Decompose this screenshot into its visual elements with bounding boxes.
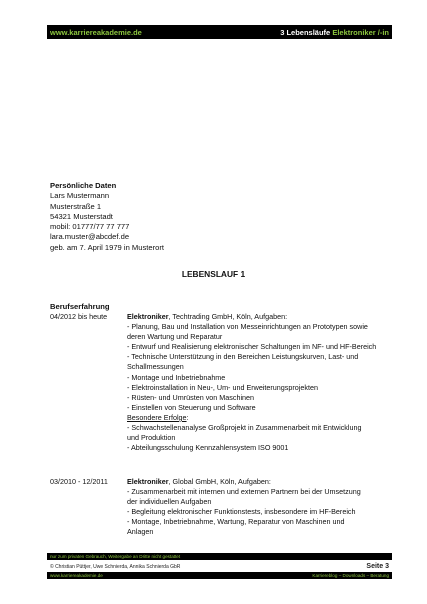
header-bar [47,25,392,39]
job-task-line: deren Wartung und Reparatur [127,332,223,342]
personal-birth: geb. am 7. April 1979 in Musterort [50,242,164,252]
job-task-line: der individuellen Aufgaben [127,497,212,507]
job-task-line: - Elektroinstallation in Neu-, Um- und Erweiterungsprojekten [127,382,318,392]
footer-copyright: © Christian Püttjer, Uwe Schnierda, Annika Schnierda GbR [50,563,181,570]
job-date: 04/2012 bis heute [50,312,108,321]
job-title-line [127,477,385,487]
job-task-line: - Montage und Inbetriebnahme [127,372,226,382]
success-line: - Abteilungsschulung Kennzahlensystem ISO 9001 [127,443,289,453]
success-line: - Schwachstellenanalyse Großprojekt in Zusammenarbeit mit Entwicklung [127,423,362,433]
job-company: , Global GmbH, Köln, Aufgaben: [168,477,271,486]
personal-name: Lars Mustermann [50,191,110,201]
header-doc-accent: Elektroniker /-in [332,27,389,37]
job-task-line: - Montage, Inbetriebnahme, Wartung, Reparatur von Maschinen und [127,517,345,527]
job-date: 03/2010 - 12/2011 [50,477,108,486]
job-task-line: - Planung, Bau und Installation von Messeinrichtungen an Prototypen sowie [127,322,368,332]
job-role: Elektroniker [127,477,169,486]
job-task-line: - Rüsten- und Umrüsten von Maschinen [127,392,255,402]
job-task-line: - Einstellen von Steuerung und Software [127,402,256,412]
header-doc-prefix: 3 Lebensläufe [280,27,331,37]
success-colon: : [186,412,189,422]
personal-heading: Persönliche Daten [50,181,117,190]
footer-links-bar [47,572,392,579]
job-task-line: Schallmessungen [127,362,184,372]
page-number: Seite 3 [366,563,389,570]
job-description [127,477,385,538]
job-task-line: - Zusammenarbeit mit internen und externen Partnern bei der Umsetzung [127,487,361,497]
job-task-line: Anlagen [127,527,154,537]
personal-city: 54321 Musterstadt [50,211,113,221]
page-title: LEBENSLAUF 1 [181,269,246,279]
footer-notice: nur zum privaten Gebrauch, Weitergabe an Dritte nicht gestattet [50,554,181,559]
success-heading: Besondere Erfolge [127,412,187,422]
personal-street: Musterstraße 1 [50,201,102,211]
job-description [127,312,385,453]
personal-mobile: mobil: 01777/77 77 777 [50,222,130,232]
job-role: Elektroniker [127,312,169,321]
personal-email[interactable]: lara.muster@abcdef.de [50,232,130,242]
success-heading-line [127,413,385,423]
job-title-line [127,312,385,322]
experience-heading: Berufserfahrung [50,302,110,311]
header-doc-title [280,28,389,37]
header-site-link[interactable]: www.karriereakademie.de [50,27,142,37]
job-task-line: - Entwurf und Realisierung elektronischer Schaltungen im NF- und HF-Bereich [127,342,377,352]
job-task-line: - Technische Unterstützung in den Bereichen Leistungskurven, Last- und [127,352,359,362]
success-line: und Produktion [127,433,176,443]
job-company: , Techtrading GmbH, Köln, Aufgaben: [168,312,288,321]
footer-notice-bar [47,553,392,560]
job-task-line: - Begleitung elektronischer Funktionstests, insbesondere im HF-Bereich [127,507,356,517]
personal-data [50,181,164,253]
footer-links[interactable]: Karriereblog – Downloads – Beratung [312,573,389,578]
footer-site-link[interactable]: www.karriereakademie.de [50,573,103,578]
footer-info-row [47,562,392,571]
